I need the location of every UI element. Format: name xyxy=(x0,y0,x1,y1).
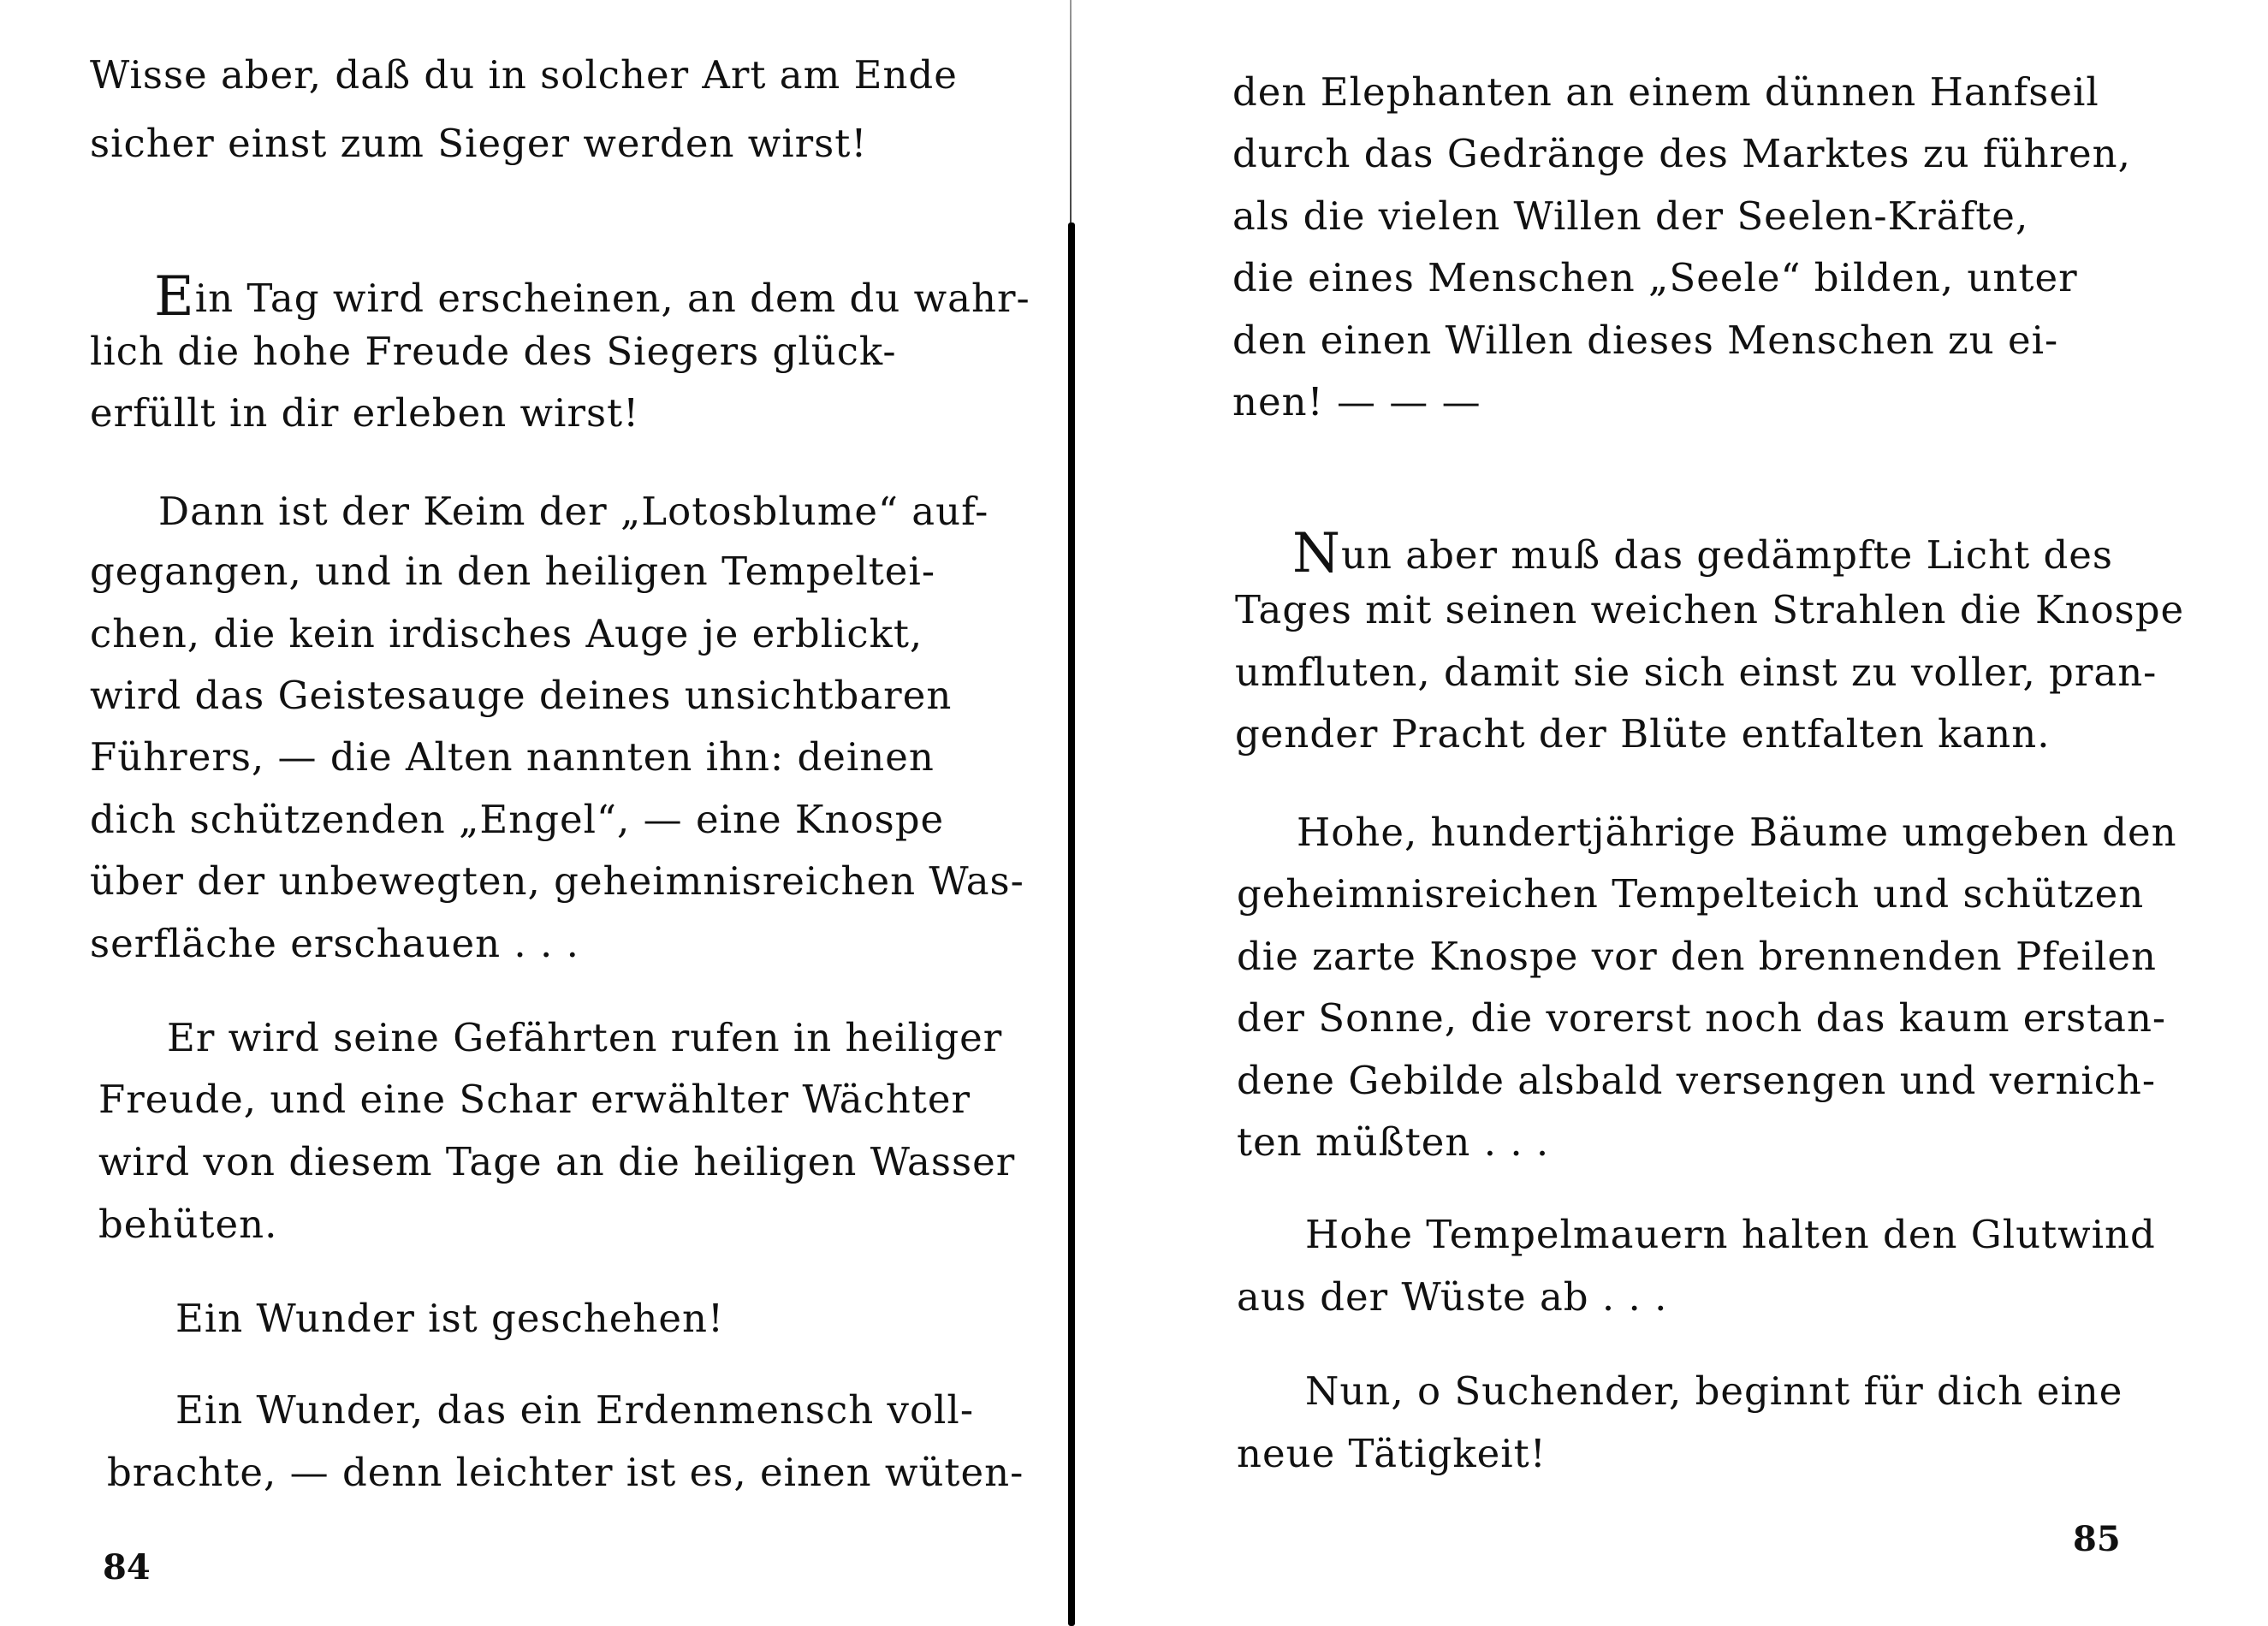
text-line: Ein Wunder ist geschehen! xyxy=(175,1296,725,1341)
page-number: 85 xyxy=(2073,1519,2121,1559)
drop-cap: E xyxy=(154,265,195,329)
text-line: wird von diesem Tage an die heiligen Wasser xyxy=(98,1139,1016,1184)
drop-cap: N xyxy=(1292,522,1341,585)
text-line: Nun, o Suchender, beginnt für dich eine xyxy=(1305,1368,2123,1414)
text-line: serfläche erschauen . . . xyxy=(90,921,579,966)
text-line: chen, die kein irdisches Auge je erblickt, xyxy=(90,611,923,656)
text-line: den Elephanten an einem dünnen Hanfseil xyxy=(1232,69,2099,115)
text-line: brachte, — denn leichter ist es, einen wüten- xyxy=(107,1450,1024,1495)
text-line: Ein Wunder, das ein Erdenmensch voll- xyxy=(175,1387,975,1433)
text-line: gegangen, und in den heiligen Tempeltei- xyxy=(90,549,936,594)
text-line: Wisse aber, daß du in solcher Art am Ende xyxy=(90,52,958,98)
text-line: über der unbewegten, geheimnisreichen Was- xyxy=(90,858,1024,904)
text-line: neue Tätigkeit! xyxy=(1237,1431,1547,1476)
text-line: lich die hohe Freude des Siegers glück- xyxy=(90,329,897,374)
text-line: sicher einst zum Sieger werden wirst! xyxy=(90,121,868,166)
page-number: 84 xyxy=(103,1547,151,1587)
text-line: ten müßten . . . xyxy=(1237,1119,1550,1165)
text-line: umfluten, damit sie sich einst zu voller, pran- xyxy=(1235,650,2158,695)
text-line: Ein Tag wird erscheinen, an dem du wahr- xyxy=(154,265,1030,329)
text-line: der Sonne, die vorerst noch das kaum erstan- xyxy=(1237,995,2167,1041)
text-line: durch das Gedränge des Marktes zu führen, xyxy=(1232,131,2131,176)
text-line: erfüllt in dir erleben wirst! xyxy=(90,390,640,436)
text-line: Hohe, hundertjährige Bäume umgeben den xyxy=(1297,810,2177,855)
text-line: wird das Geistesauge deines unsichtbaren xyxy=(90,673,953,718)
text-line: nen! — — — xyxy=(1232,379,1481,424)
text-line: dich schützenden „Engel“, — eine Knospe xyxy=(90,797,945,842)
text-line: Dann ist der Keim der „Lotosblume“ auf- xyxy=(158,489,989,534)
text-line: die zarte Knospe vor den brennenden Pfeilen xyxy=(1237,934,2157,979)
text-line: Nun aber muß das gedämpfte Licht des xyxy=(1292,522,2113,585)
text-line: gender Pracht der Blüte entfalten kann. xyxy=(1235,711,2051,757)
text-line: als die vielen Willen der Seelen-Kräfte, xyxy=(1232,193,2029,239)
text-line: aus der Wüste ab . . . xyxy=(1237,1274,1668,1320)
right-page xyxy=(1078,0,2268,1626)
text-line: Er wird seine Gefährten rufen in heiliger xyxy=(167,1015,1003,1060)
text-line: dene Gebilde alsbald versengen und vernich- xyxy=(1237,1058,2157,1103)
text-line: die eines Menschen „Seele“ bilden, unter xyxy=(1232,255,2078,300)
text-line: behüten. xyxy=(98,1202,278,1247)
left-page xyxy=(0,0,1061,1626)
text-line: Tages mit seinen weichen Strahlen die Knospe xyxy=(1235,587,2185,632)
text-line: den einen Willen dieses Menschen zu ei- xyxy=(1232,317,2059,363)
text-line: Freude, und eine Schar erwählter Wächter xyxy=(98,1077,971,1122)
text-line: geheimnisreichen Tempelteich und schützen xyxy=(1237,871,2145,917)
text-line: Führers, — die Alten nannten ihn: deinen xyxy=(90,734,935,780)
text-line: Hohe Tempelmauern halten den Glutwind xyxy=(1305,1212,2156,1257)
